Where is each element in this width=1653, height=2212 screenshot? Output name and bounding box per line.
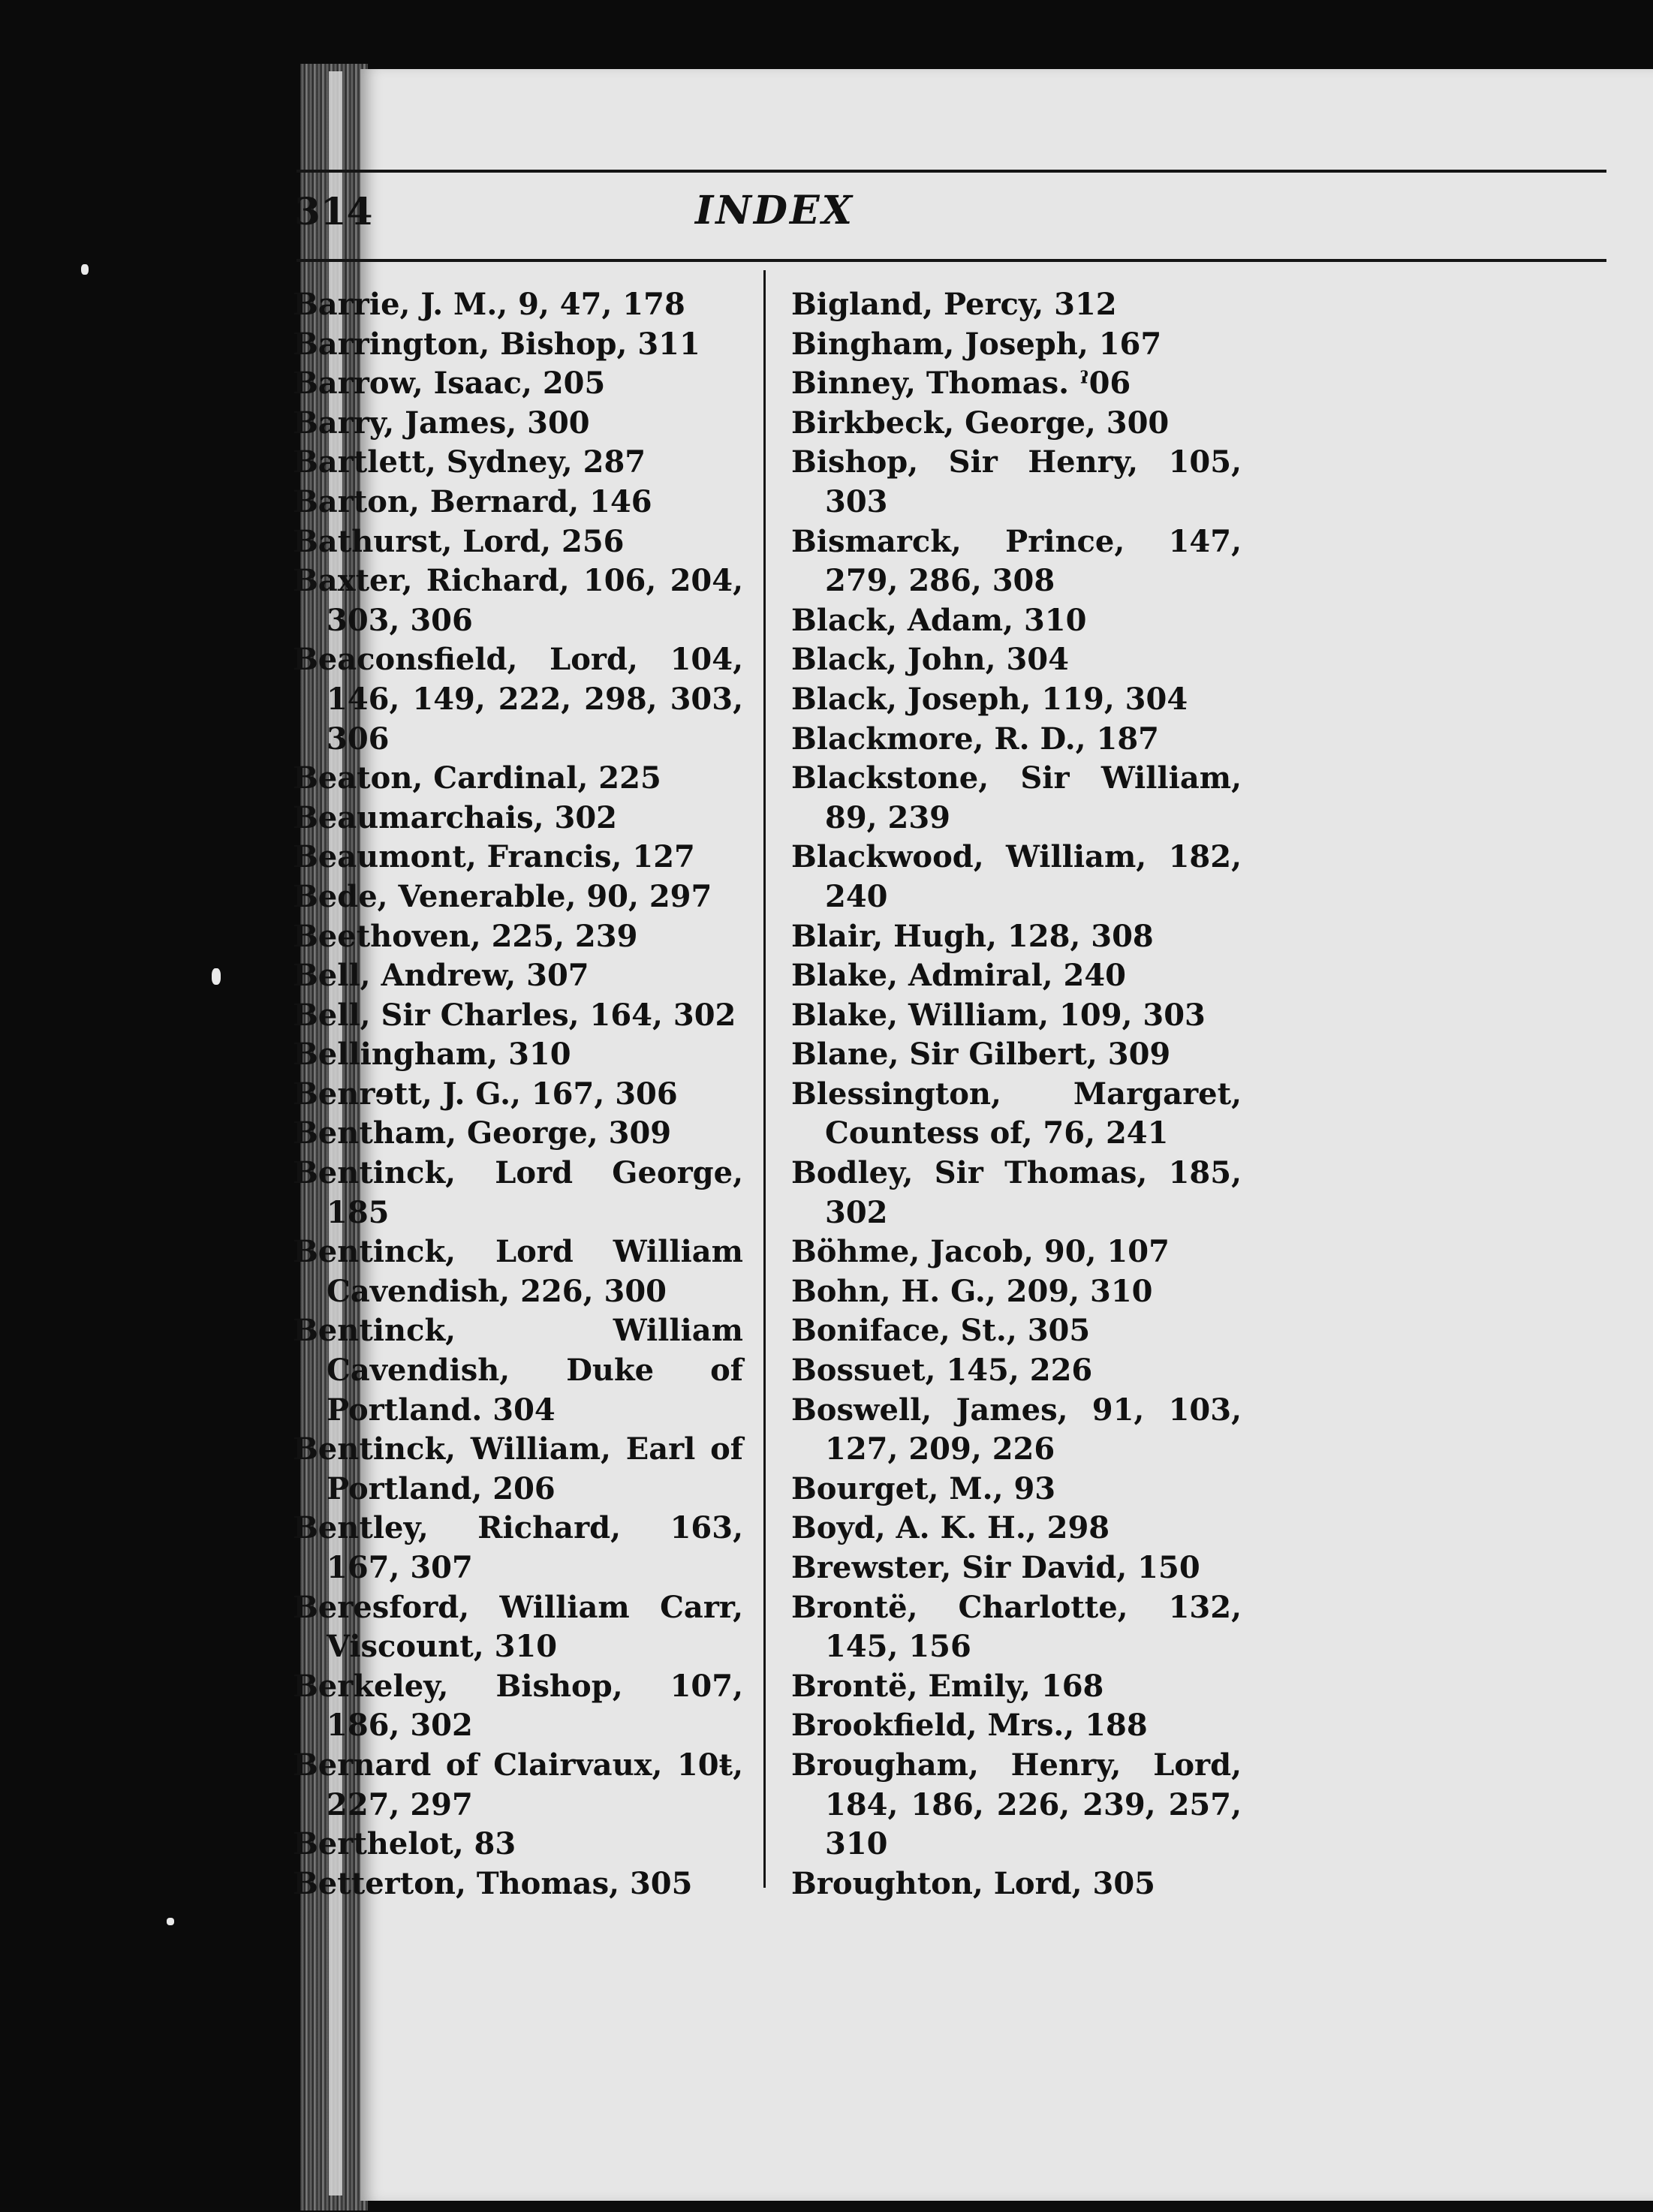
index-entry: Brookfield, Mrs., 188 <box>791 1708 1148 1744</box>
index-entry: Bede, Venerable, 90, 297 <box>293 878 712 914</box>
dust-speck <box>81 264 89 275</box>
index-entry: Birkbeck, George, 300 <box>791 405 1170 441</box>
index-entry: Beaumarchais, 302 <box>293 799 617 835</box>
header-bottom-rule <box>297 259 1606 262</box>
index-entry: Bell, Andrew, 307 <box>293 958 589 994</box>
index-entry: Bishop, Sir Henry, 105, 303 <box>791 444 1242 519</box>
index-entry: Barton, Bernard, 146 <box>293 483 652 519</box>
index-entry: Brougham, Henry, Lord, 184, 186, 226, 239, 257, 310 <box>791 1747 1242 1862</box>
index-entry: Berthelot, 83 <box>293 1826 516 1862</box>
index-entry: Binney, Thomas. ˀ06 <box>791 366 1131 402</box>
dust-speck <box>167 1918 174 1925</box>
index-entry: Boswell, James, 91, 103, 127, 209, 226 <box>791 1392 1242 1467</box>
index-entry: Berkeley, Bishop, 107, 186, 302 <box>293 1668 743 1744</box>
index-entry: Black, John, 304 <box>791 642 1069 678</box>
index-entry: Beaton, Cardinal, 225 <box>293 760 661 796</box>
index-entry: Brontë, Charlotte, 132, 145, 156 <box>791 1589 1242 1665</box>
index-entry: Barry, James, 300 <box>293 405 590 441</box>
index-entry: Boniface, St., 305 <box>791 1313 1091 1349</box>
index-entry: Böhme, Jacob, 90, 107 <box>791 1234 1170 1270</box>
index-entry: Bellingham, 310 <box>293 1037 571 1073</box>
index-entry: Brewster, Sir David, 150 <box>791 1550 1200 1585</box>
running-head-title: INDEX <box>695 188 854 233</box>
index-entry: Blake, Admiral, 240 <box>791 958 1126 994</box>
index-entry: Black, Joseph, 119, 304 <box>791 681 1188 717</box>
header-top-rule <box>297 170 1606 173</box>
index-entry: Bismarck, Prince, 147, 279, 286, 308 <box>791 523 1242 599</box>
dust-speck <box>212 968 221 985</box>
index-entry: Black, Adam, 310 <box>791 602 1087 638</box>
index-entry: Bossuet, 145, 226 <box>791 1353 1093 1389</box>
index-entry: Bentinck, Lord William Cavendish, 226, 300 <box>293 1234 743 1309</box>
index-entry: Bentinck, Lord George, 185 <box>293 1155 743 1230</box>
index-entry: Bourget, M., 93 <box>791 1470 1056 1506</box>
index-entry: Blackstone, Sir William, 89, 239 <box>791 760 1242 835</box>
index-entry: Benrɘtt, J. G., 167, 306 <box>293 1076 678 1112</box>
index-entry: Baxter, Richard, 106, 204, 303, 306 <box>293 563 743 638</box>
index-entry: Barrow, Isaac, 205 <box>293 366 606 402</box>
index-entry: Boyd, A. K. H., 298 <box>791 1510 1110 1546</box>
index-entry: Bigland, Percy, 312 <box>791 287 1117 322</box>
index-entry: Blessington, Margaret, Countess of, 76, 241 <box>791 1076 1242 1151</box>
index-entry: Bathurst, Lord, 256 <box>293 523 625 559</box>
index-entry: Betterton, Thomas, 305 <box>293 1865 693 1901</box>
index-entry: Bentham, George, 309 <box>293 1115 672 1151</box>
index-entry: Barrington, Bishop, 311 <box>293 326 700 362</box>
index-entry: Bentinck, William Cavendish, Duke of Portland. 304 <box>293 1313 743 1428</box>
index-entry: Blake, William, 109, 303 <box>791 997 1206 1033</box>
index-entry: Brontë, Emily, 168 <box>791 1668 1104 1704</box>
index-column-left <box>293 285 743 1904</box>
index-entry: Beresford, William Carr, Viscount, 310 <box>293 1589 743 1665</box>
index-column-right <box>791 285 1242 1904</box>
page-number: 314 <box>294 189 373 233</box>
column-divider <box>763 270 766 1888</box>
index-entry: Bentinck, William, Earl of Portland, 206 <box>293 1431 743 1506</box>
index-entry: Blair, Hugh, 128, 308 <box>791 918 1154 954</box>
index-entry: Blane, Sir Gilbert, 309 <box>791 1037 1171 1073</box>
index-entry: Beethoven, 225, 239 <box>293 918 638 954</box>
index-entry: Bernard of Clairvaux, 10ŧ, 227, 297 <box>293 1747 743 1822</box>
index-entry: Bodley, Sir Thomas, 185, 302 <box>791 1155 1242 1230</box>
index-entry: Bartlett, Sydney, 287 <box>293 444 646 480</box>
index-entry: Barrie, J. M., 9, 47, 178 <box>293 287 685 322</box>
index-entry: Beaumont, Francis, 127 <box>293 839 695 875</box>
index-entry: Broughton, Lord, 305 <box>791 1865 1155 1901</box>
index-entry: Bingham, Joseph, 167 <box>791 326 1162 362</box>
index-entry: Beaconsfield, Lord, 104, 146, 149, 222, 298, 303, 306 <box>293 642 743 757</box>
index-entry: Blackwood, William, 182, 240 <box>791 839 1242 914</box>
index-entry: Bohn, H. G., 209, 310 <box>791 1273 1153 1309</box>
index-entry: Blackmore, R. D., 187 <box>791 721 1159 757</box>
index-entry: Bentley, Richard, 163, 167, 307 <box>293 1510 743 1585</box>
index-entry: Bell, Sir Charles, 164, 302 <box>293 997 736 1033</box>
